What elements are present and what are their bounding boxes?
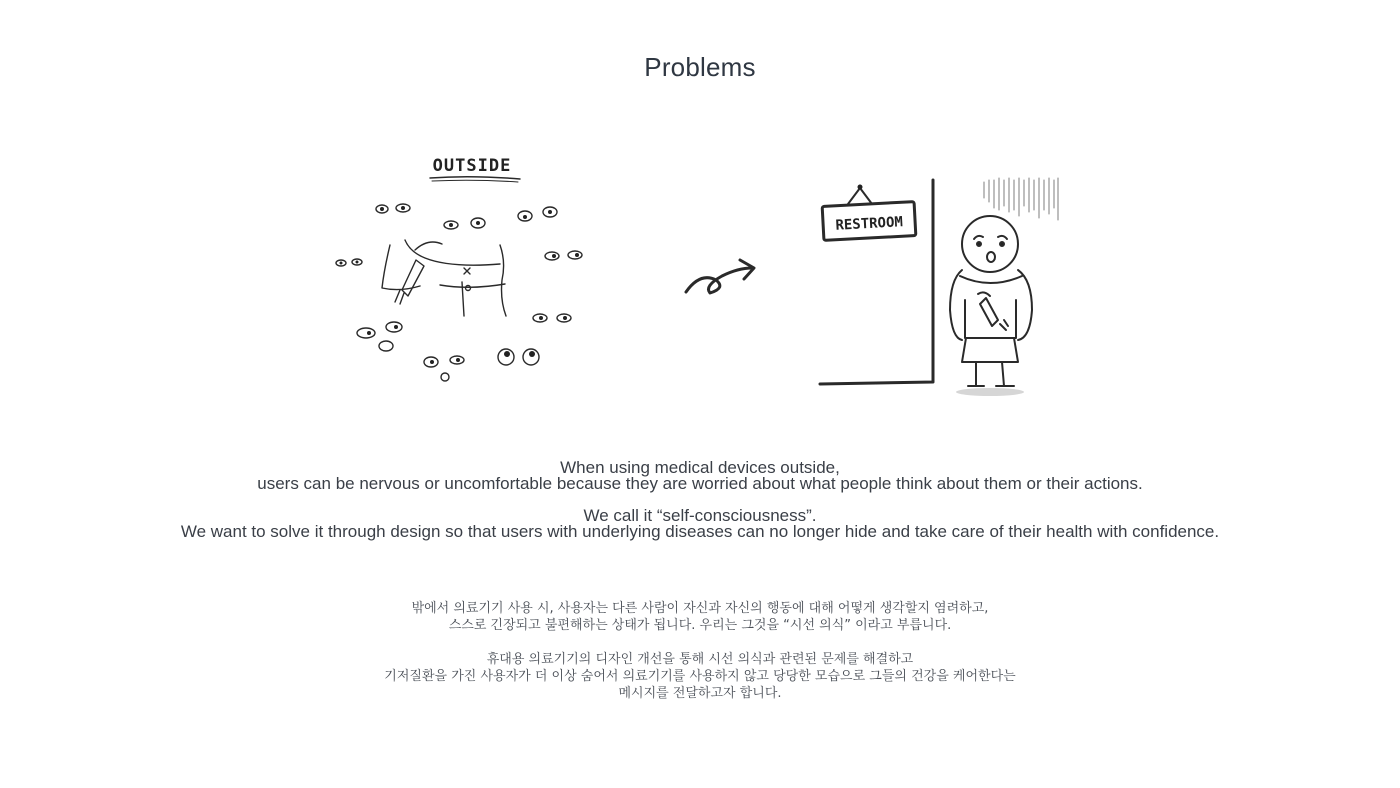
restroom-door [820,180,933,384]
english-line: We call it “self-consciousness”. [583,506,817,525]
sad-person [950,216,1032,386]
korean-line: 휴대용 의료기기의 디자인 개선을 통해 시선 의식과 관련된 문제를 해결하고 [486,652,914,667]
ground-shadow [956,388,1024,396]
korean-line: 메시지를 전달하고자 합니다. [618,686,782,701]
outside-scene [336,156,582,381]
outside-caption: OUTSIDE [432,156,512,176]
page-title: Problems [644,52,756,82]
english-paragraph-2 [0,508,1400,540]
korean-paragraph-2 [0,651,1400,702]
english-line: users can be nervous or uncomfortable because they are worried about what people think about them or their actions. [257,474,1143,493]
watching-eyes [336,204,582,381]
english-line: We want to solve it through design so that users with underlying diseases can no longer hide and take care of their health with confidence. [180,522,1220,541]
korean-line: 밖에서 의료기기 사용 시, 사용자는 다른 사람이 자신과 자신의 행동에 대해 어떻게 생각할지 염려하고, [411,601,989,616]
transition-arrow [686,260,754,293]
restroom-scene [820,178,1058,396]
gloom-lines [984,178,1058,220]
problem-illustration [300,140,1100,410]
person-torso-with-device [382,240,506,316]
korean-line: 스스로 긴장되고 불편해하는 상태가 됩니다. 우리는 그것을 “시선 의식” 이라고 부릅니다. [448,618,952,633]
english-line: When using medical devices outside, [560,458,840,477]
english-paragraph-1 [0,460,1400,492]
korean-line: 기저질환을 가진 사용자가 더 이상 숨어서 의료기기를 사용하지 않고 당당한 모습으로 그들의 건강을 케어한다는 [384,669,1016,684]
korean-paragraph-1 [0,600,1400,634]
restroom-sign-text: RESTROOM [835,214,904,234]
problem-illustration-svg [300,140,1100,410]
